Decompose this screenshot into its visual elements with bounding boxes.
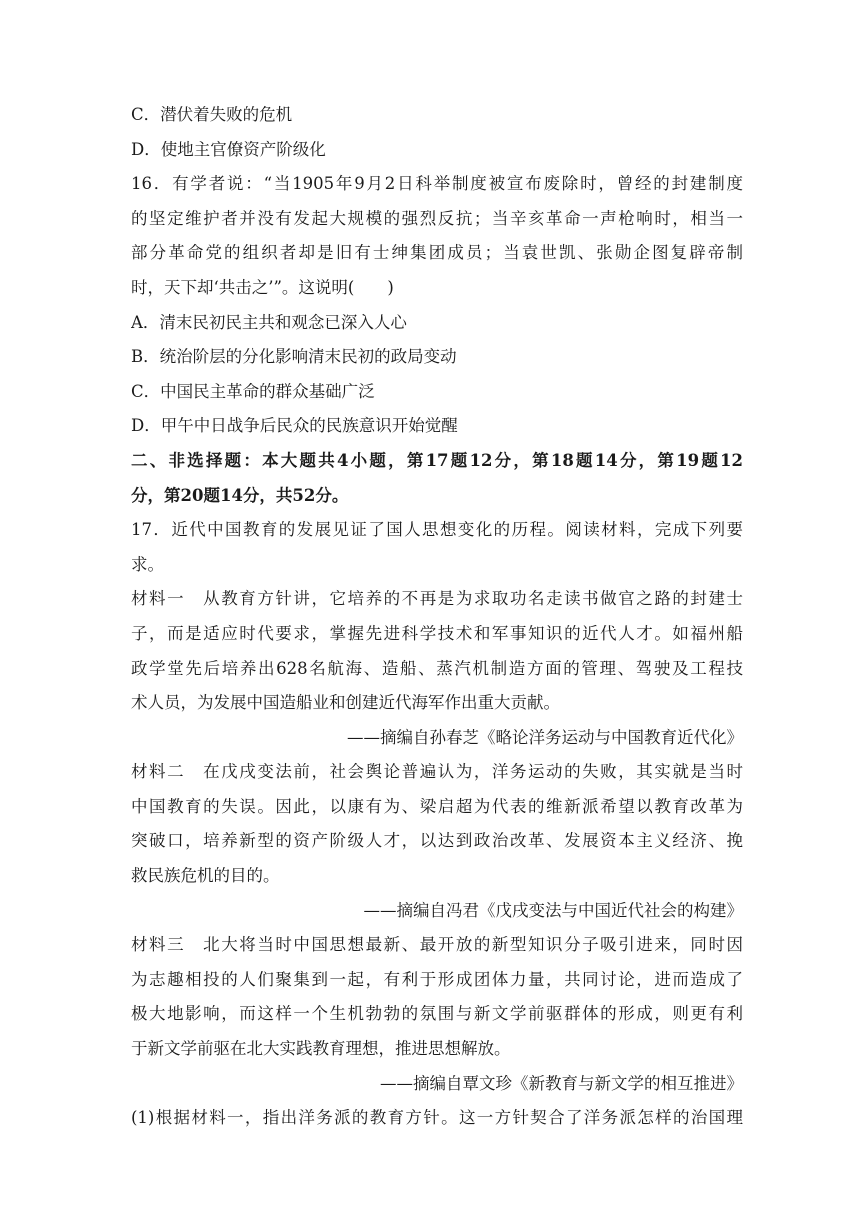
- text-line: 材料三 北大将当时中国思想最新、最开放的新型知识分子吸引进来，同时因: [131, 935, 743, 955]
- text-line: C．潜伏着失败的危机: [131, 105, 293, 124]
- text-line: ——摘编自冯君《戊戌变法与中国近代社会的构建》: [363, 900, 743, 920]
- text-line: A．清末民初民主共和观念已深入人心: [131, 312, 407, 332]
- text-line: B．统治阶层的分化影响清末民初的政局变动: [131, 347, 457, 367]
- text-line: 材料二 在戊戌变法前，社会舆论普遍认为，洋务运动的失败，其实就是当时: [131, 762, 743, 782]
- text-line: 求。: [131, 554, 164, 574]
- text-line: C．中国民主革命的群众基础广泛: [131, 381, 375, 401]
- text-line: 政学堂先后培养出628名航海、造船、蒸汽机制造方面的管理、驾驶及工程技: [131, 658, 743, 678]
- text-line: 16．有学者说：“当1905年9月2日科举制度被宣布废除时，曾经的封建制度: [131, 174, 743, 194]
- text-line: ——摘编自覃文珍《新教育与新文学的相互推进》: [380, 1073, 743, 1093]
- text-line: 救民族危机的目的。: [131, 866, 280, 886]
- text-line: 术人员，为发展中国造船业和创建近代海军作出重大贡献。: [131, 693, 560, 713]
- text-line: D．使地主官僚资产阶级化: [131, 139, 326, 159]
- text-line: 为志趣相投的人们聚集到一起，有利于形成团体力量，共同讨论，进而造成了: [131, 969, 743, 989]
- text-line: 部分革命党的组织者却是旧有士绅集团成员；当袁世凯、张勋企图复辟帝制: [131, 243, 743, 263]
- text-line: (1)根据材料一，指出洋务派的教育方针。这一方针契合了洋务派怎样的治国理: [131, 1108, 743, 1128]
- text-line: 材料一 从教育方针讲，它培养的不再是为求取功名走读书做官之路的封建士: [131, 589, 743, 609]
- text-line: 17．近代中国教育的发展见证了国人思想变化的历程。阅读材料，完成下列要: [131, 520, 743, 540]
- text-line: 子，而是适应时代要求，掌握先进科学技术和军事知识的近代人才。如福州船: [131, 623, 743, 643]
- text-line: 时，天下却‘共击之’”。这说明( ): [131, 277, 394, 297]
- text-line: 极大地影响，而这样一个生机勃勃的氛围与新文学前驱群体的形成，则更有利: [131, 1004, 743, 1024]
- text-line: 二、非选择题：本大题共4小题，第17题12分，第18题14分，第19题12: [131, 450, 743, 470]
- text-line: 于新文学前驱在北大实践教育理想，推进思想解放。: [131, 1039, 511, 1059]
- text-line: ——摘编自孙春芝《略论洋务运动与中国教育近代化》: [347, 727, 743, 747]
- text-line: 中国教育的失误。因此，以康有为、梁启超为代表的维新派希望以教育改革为: [131, 796, 743, 816]
- text-line: D．甲午中日战争后民众的民族意识开始觉醒: [131, 416, 458, 436]
- text-line: 的坚定维护者并没有发起大规模的强烈反抗；当辛亥革命一声枪响时，相当一: [131, 208, 743, 228]
- document-page: [131, 98, 743, 1136]
- text-line: 分，第20题14分，共52分。: [131, 485, 349, 505]
- text-line: 突破口，培养新型的资产阶级人才，以达到政治改革、发展资本主义经济、挽: [131, 831, 743, 851]
